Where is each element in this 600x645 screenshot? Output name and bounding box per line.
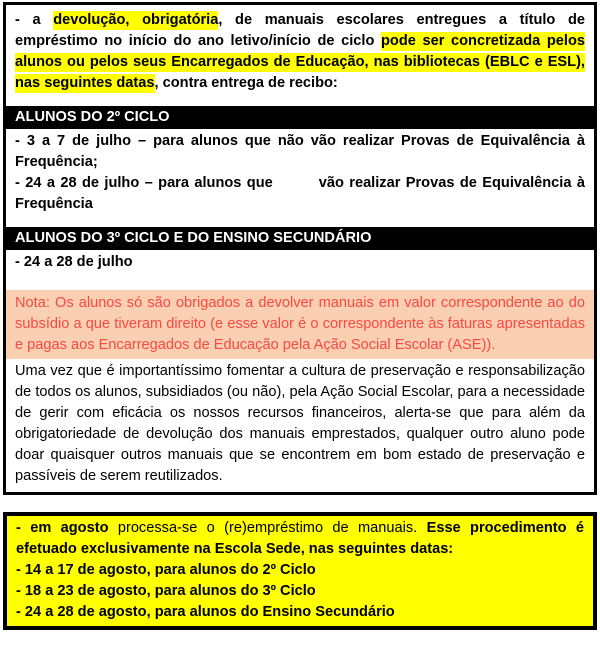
section-body-2-ciclo xyxy=(6,129,594,227)
section-header-3-ciclo-secundario: ALUNOS DO 3º CICLO E DO ENSINO SECUNDÁRIO xyxy=(6,227,594,250)
main-document-box xyxy=(3,2,597,495)
august-lead-paragraph xyxy=(16,518,584,560)
intro-paragraph xyxy=(6,5,594,106)
august-reloan-box xyxy=(3,512,597,630)
date-line-24-28-julho xyxy=(15,173,585,215)
date-line-3-7-julho: - 3 a 7 de julho – para alunos que não vão realizar Provas de Equivalência à Frequência; xyxy=(15,133,585,170)
august-lead-bold-2: Esse procedimento é efetuado exclusivamente na Escola Sede, nas seguintes datas: xyxy=(16,520,584,557)
section-body-3-ciclo xyxy=(6,250,594,290)
date-line-24-28-julho-part1: - 24 a 28 de julho – para alunos que xyxy=(15,175,273,191)
intro-text-3: , contra entrega de recibo: xyxy=(154,75,338,91)
date-line-24-28-julho-secundario: - 24 a 28 de julho xyxy=(15,254,133,270)
intro-text-1: - a xyxy=(15,12,54,28)
august-date-line-2-ciclo: - 14 a 17 de agosto, para alunos do 2º Ciclo xyxy=(16,562,316,578)
date-line-24-28-julho-part2: vão realizar Provas de Equivalência à Frequência xyxy=(15,175,585,212)
highlight-devolucao-obrigatoria: devolução, obrigatória xyxy=(53,12,219,28)
august-lead-bold-1: - em agosto xyxy=(16,520,118,536)
closing-paragraph: Uma vez que é importantíssimo fomentar a cultura de preservação e responsabilização de todos os alunos, subsidiados (ou não), pela Ação Social Escolar, para a necessidade de gerir com eficácia os nossos recursos financeiros, alerta-se que para além da obrigatoriedade de devolução dos manuais emprestados, qualquer outro aluno pode doar quaisquer outros manuais que se encontrem em bom estado de preservação e passíveis de serem reutilizados. xyxy=(15,363,585,484)
august-lead-regular: processa-se o (re)empréstimo de manuais. xyxy=(117,520,427,536)
closing-paragraph-wrap xyxy=(6,359,594,492)
note-block xyxy=(6,290,594,359)
section-header-2-ciclo: ALUNOS DO 2º CICLO xyxy=(6,106,594,129)
note-text: Nota: Os alunos só são obrigados a devolver manuais em valor correspondente ao do subsídio a que tiveram direito (e esse valor é o correspondente às faturas apresentadas e pagas aos Encarregados de Educação pela Ação Social Escolar (ASE)). xyxy=(15,295,585,353)
highlight-concretizada-datas: pode ser concretizada pelos alunos ou pelos seus Encarregados de Educação, nas bibliotecas (EBLC e ESL), nas seguintes datas xyxy=(15,33,585,91)
august-date-line-secundario: - 24 a 28 de agosto, para alunos do Ensino Secundário xyxy=(16,604,395,620)
intro-text-2: , de manuais escolares entregues a título de empréstimo no início do ano letivo/início de ciclo xyxy=(15,12,585,49)
august-date-line-3-ciclo: - 18 a 23 de agosto, para alunos do 3º Ciclo xyxy=(16,583,316,599)
